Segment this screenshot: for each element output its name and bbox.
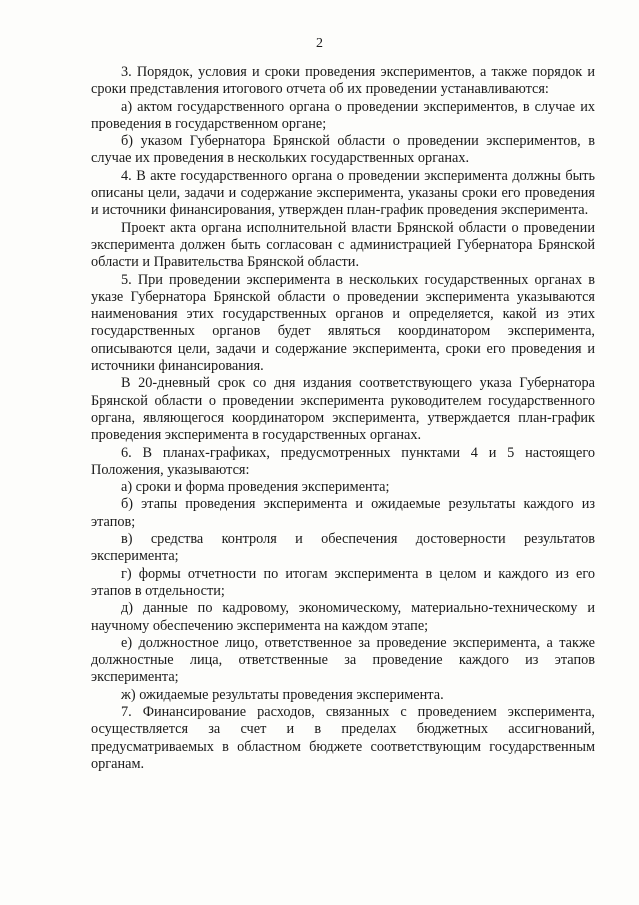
paragraph-5: 5. При проведении эксперимента в нескольких государственных органах в указе Губернатора Брянской области о проведении эксперимента указываются наименования этих государственных органов и определяется, какой из этих государственных органов будет являться координатором эксперимента, описываются цели, задачи и содержание эксперимента, сроки его проведения и источники финансирования.	[91, 271, 595, 375]
paragraph-4: 4. В акте государственного органа о проведении эксперимента должны быть описаны цели, задачи и содержание эксперимента, указаны сроки его проведения и источники финансирования, утвержден план-график проведения эксперимента.	[91, 167, 595, 219]
paragraph-3: 3. Порядок, условия и сроки проведения экспериментов, а также порядок и сроки представления итогового отчета об их проведении устанавливаются:	[91, 64, 595, 98]
paragraph-6g: г) формы отчетности по итогам эксперимента в целом и каждого из его этапов в отдельности;	[91, 565, 595, 599]
paragraph-6e: е) должностное лицо, ответственное за проведение эксперимента, а также должностные лица, ответственные за проведение каждого из этапов эксперимента;	[91, 634, 595, 686]
document-body	[91, 64, 595, 773]
paragraph-6v: в) средства контроля и обеспечения достоверности результатов эксперимента;	[91, 531, 595, 565]
paragraph-6: 6. В планах-графиках, предусмотренных пунктами 4 и 5 настоящего Положения, указываются:	[91, 444, 595, 478]
paragraph-6zh: ж) ожидаемые результаты проведения эксперимента.	[121, 686, 444, 703]
paragraph-3a: а) актом государственного органа о проведении экспериментов, в случае их проведения в государственном органе;	[91, 98, 595, 132]
page-number: 2	[316, 36, 323, 51]
paragraph-7: 7. Финансирование расходов, связанных с проведением эксперимента, осуществляется за счет и в пределах бюджетных ассигнований, предусматриваемых в областном бюджете соответствующим государственным органам.	[91, 703, 595, 772]
paragraph-6a: а) сроки и форма проведения эксперимента;	[121, 479, 390, 496]
paragraph-4-project: Проект акта органа исполнительной власти Брянской области о проведении эксперимента должен быть согласован с администрацией Губернатора Брянской области и Правительства Брянской области.	[91, 219, 595, 271]
paragraph-3b: б) указом Губернатора Брянской области о проведении экспериментов, в случае их проведения в нескольких государственных органах.	[91, 133, 595, 167]
paragraph-5-deadline: В 20-дневный срок со дня издания соответствующего указа Губернатора Брянской области о проведении эксперимента руководителем государственного органа, являющегося координатором эксперимента, утверждается план-график проведения эксперимента в государственных органах.	[91, 375, 595, 444]
paragraph-6d: д) данные по кадровому, экономическому, материально-техническому и научному обеспечению эксперимента на каждом этапе;	[91, 600, 595, 634]
paragraph-6b: б) этапы проведения эксперимента и ожидаемые результаты каждого из этапов;	[91, 496, 595, 530]
